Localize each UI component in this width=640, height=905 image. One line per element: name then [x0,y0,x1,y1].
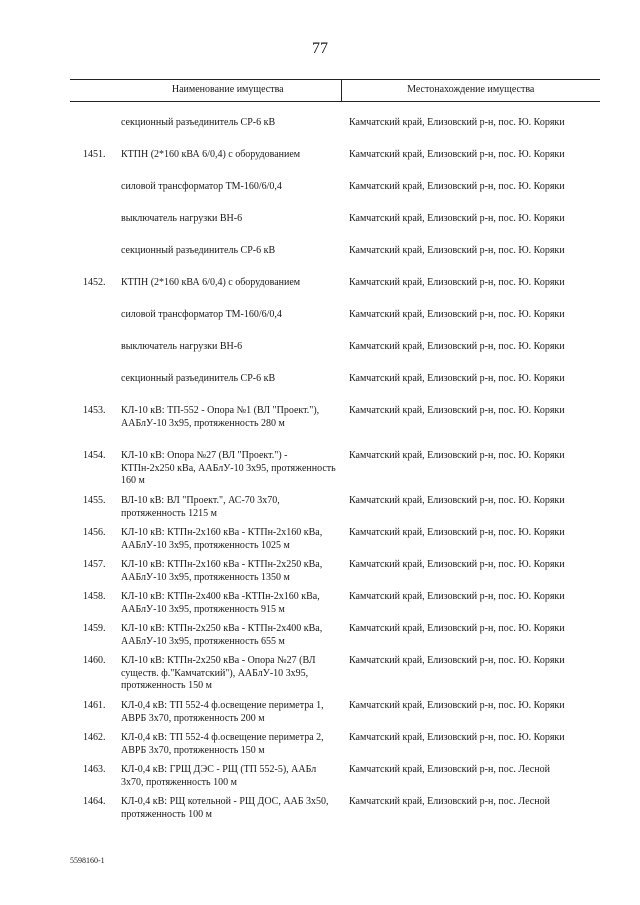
header-name: Наименование имущества [115,80,341,102]
header-number-cell [70,80,115,102]
table-row [70,117,600,149]
property-name: КЛ-10 кВ: КТПн-2х160 кВа - КТПн-2х250 кВа, ААБлУ-10 3х95, протяженность 1350 м [121,559,323,583]
property-table [70,79,600,825]
row-number: 1463. [83,764,106,775]
property-name: КЛ-0,4 кВ: ГРЩ ДЭС - РЩ (ТП 552-5), ААБл 3х70, протяженность 100 м [121,764,317,788]
document-code: 5598160-1 [70,856,105,865]
row-number [70,341,115,373]
table-row [70,559,600,591]
table-row [70,796,600,825]
row-number: 1456. [83,527,106,538]
table-row [70,623,600,655]
property-name: КТПН (2*160 кВА 6/0,4) с оборудованием [121,277,301,288]
property-location: Камчатский край, Елизовский р-н, пос. Ю. Коряки [349,405,565,416]
property-location: Камчатский край, Елизовский р-н, пос. Ю. Коряки [349,181,565,192]
property-name: КЛ-10 кВ: КТПн-2х250 кВа - Опора №27 (ВЛ существ. ф."Камчатский"), ААБлУ-10 3х95, протяженность 150 м [121,655,316,691]
row-number: 1454. [83,450,106,461]
property-name: КЛ-10 кВ: Опора №27 (ВЛ "Проект.") - КТПн-2х250 кВа, ААБлУ-10 3х95, протяженность 160 м [121,450,336,486]
property-location: Камчатский край, Елизовский р-н, пос. Ю. Коряки [349,655,565,666]
row-number: 1457. [83,559,106,570]
property-name: выключатель нагрузки ВН-6 [121,341,243,352]
property-location: Камчатский край, Елизовский р-н, пос. Ю. Коряки [349,527,565,538]
row-number: 1458. [83,591,106,602]
property-location: Камчатский край, Елизовский р-н, пос. Лесной [349,796,550,807]
property-location: Камчатский край, Елизовский р-н, пос. Ю. Коряки [349,700,565,711]
row-number: 1460. [83,655,106,666]
property-location: Камчатский край, Елизовский р-н, пос. Ю. Коряки [349,309,565,320]
table-row [70,405,600,450]
row-number: 1462. [83,732,106,743]
table-row [70,527,600,559]
table-body [70,102,600,826]
table-row [70,181,600,213]
table-row [70,655,600,700]
table-row [70,732,600,764]
property-name: КЛ-0,4 кВ: ТП 552-4 ф.освещение периметра 1, АВРБ 3х70, протяженность 200 м [121,700,324,724]
row-number [70,373,115,405]
property-location: Камчатский край, Елизовский р-н, пос. Ю. Коряки [349,495,565,506]
property-location: Камчатский край, Елизовский р-н, пос. Ю. Коряки [349,341,565,352]
property-location: Камчатский край, Елизовский р-н, пос. Ю. Коряки [349,117,565,128]
row-number [70,213,115,245]
row-number: 1459. [83,623,106,634]
property-name: выключатель нагрузки ВН-6 [121,213,243,224]
property-location: Камчатский край, Елизовский р-н, пос. Ю. Коряки [349,623,565,634]
row-number [70,245,115,277]
row-number: 1452. [83,277,106,288]
page-number: 77 [312,40,328,57]
property-location: Камчатский край, Елизовский р-н, пос. Ю. Коряки [349,591,565,602]
property-name: секционный разъединитель СР-6 кВ [121,373,276,384]
table-header [70,80,600,102]
row-number: 1455. [83,495,106,506]
property-location: Камчатский край, Елизовский р-н, пос. Ю. Коряки [349,213,565,224]
table-row [70,341,600,373]
property-name: КЛ-0,4 кВ: РЩ котельной - РЩ ДОС, ААБ 3х50, протяженность 100 м [121,796,329,820]
property-location: Камчатский край, Елизовский р-н, пос. Ю. Коряки [349,277,565,288]
property-location: Камчатский край, Елизовский р-н, пос. Ю. Коряки [349,373,565,384]
property-location: Камчатский край, Елизовский р-н, пос. Ю. Коряки [349,732,565,743]
table-row [70,277,600,309]
property-name: КЛ-10 кВ: КТПн-2х160 кВа - КТПн-2х160 кВа, ААБлУ-10 3х95, протяженность 1025 м [121,527,323,551]
row-number: 1464. [83,796,106,807]
property-location: Камчатский край, Елизовский р-н, пос. Ю. Коряки [349,149,565,160]
property-name: силовой трансформатор ТМ-160/6/0,4 [121,309,282,320]
property-name: КЛ-10 кВ: ТП-552 - Опора №1 (ВЛ "Проект."), ААБлУ-10 3х95, протяженность 280 м [121,405,320,429]
table-row [70,450,600,495]
table-row [70,373,600,405]
property-name: секционный разъединитель СР-6 кВ [121,117,276,128]
property-location: Камчатский край, Елизовский р-н, пос. Ю. Коряки [349,559,565,570]
table-spacer [70,102,600,118]
property-name: ВЛ-10 кВ: ВЛ "Проект.", АС-70 3х70, протяженность 1215 м [121,495,280,519]
property-name: секционный разъединитель СР-6 кВ [121,245,276,256]
row-number: 1461. [83,700,106,711]
property-location: Камчатский край, Елизовский р-н, пос. Ю. Коряки [349,245,565,256]
property-name: КЛ-0,4 кВ: ТП 552-4 ф.освещение периметра 2, АВРБ 3х70, протяженность 150 м [121,732,324,756]
row-number: 1453. [83,405,106,416]
row-number: 1451. [83,149,106,160]
property-name: силовой трансформатор ТМ-160/6/0,4 [121,181,282,192]
table-row [70,700,600,732]
table-row [70,149,600,181]
property-name: КЛ-10 кВ: КТПн-2х400 кВа -КТПн-2х160 кВа, ААБлУ-10 3х95, протяженность 915 м [121,591,320,615]
table-row [70,245,600,277]
property-name: КТПН (2*160 кВА 6/0,4) с оборудованием [121,149,301,160]
property-location: Камчатский край, Елизовский р-н, пос. Ю. Коряки [349,450,565,461]
row-number [70,117,115,149]
row-number [70,309,115,341]
row-number [70,181,115,213]
table-row [70,764,600,796]
table-row [70,495,600,527]
property-name: КЛ-10 кВ: КТПн-2х250 кВа - КТПн-2х400 кВа, ААБлУ-10 3х95, протяженность 655 м [121,623,323,647]
property-location: Камчатский край, Елизовский р-н, пос. Лесной [349,764,550,775]
header-location: Местонахождение имущества [341,80,600,102]
table-row [70,309,600,341]
table-row [70,591,600,623]
table-row [70,213,600,245]
